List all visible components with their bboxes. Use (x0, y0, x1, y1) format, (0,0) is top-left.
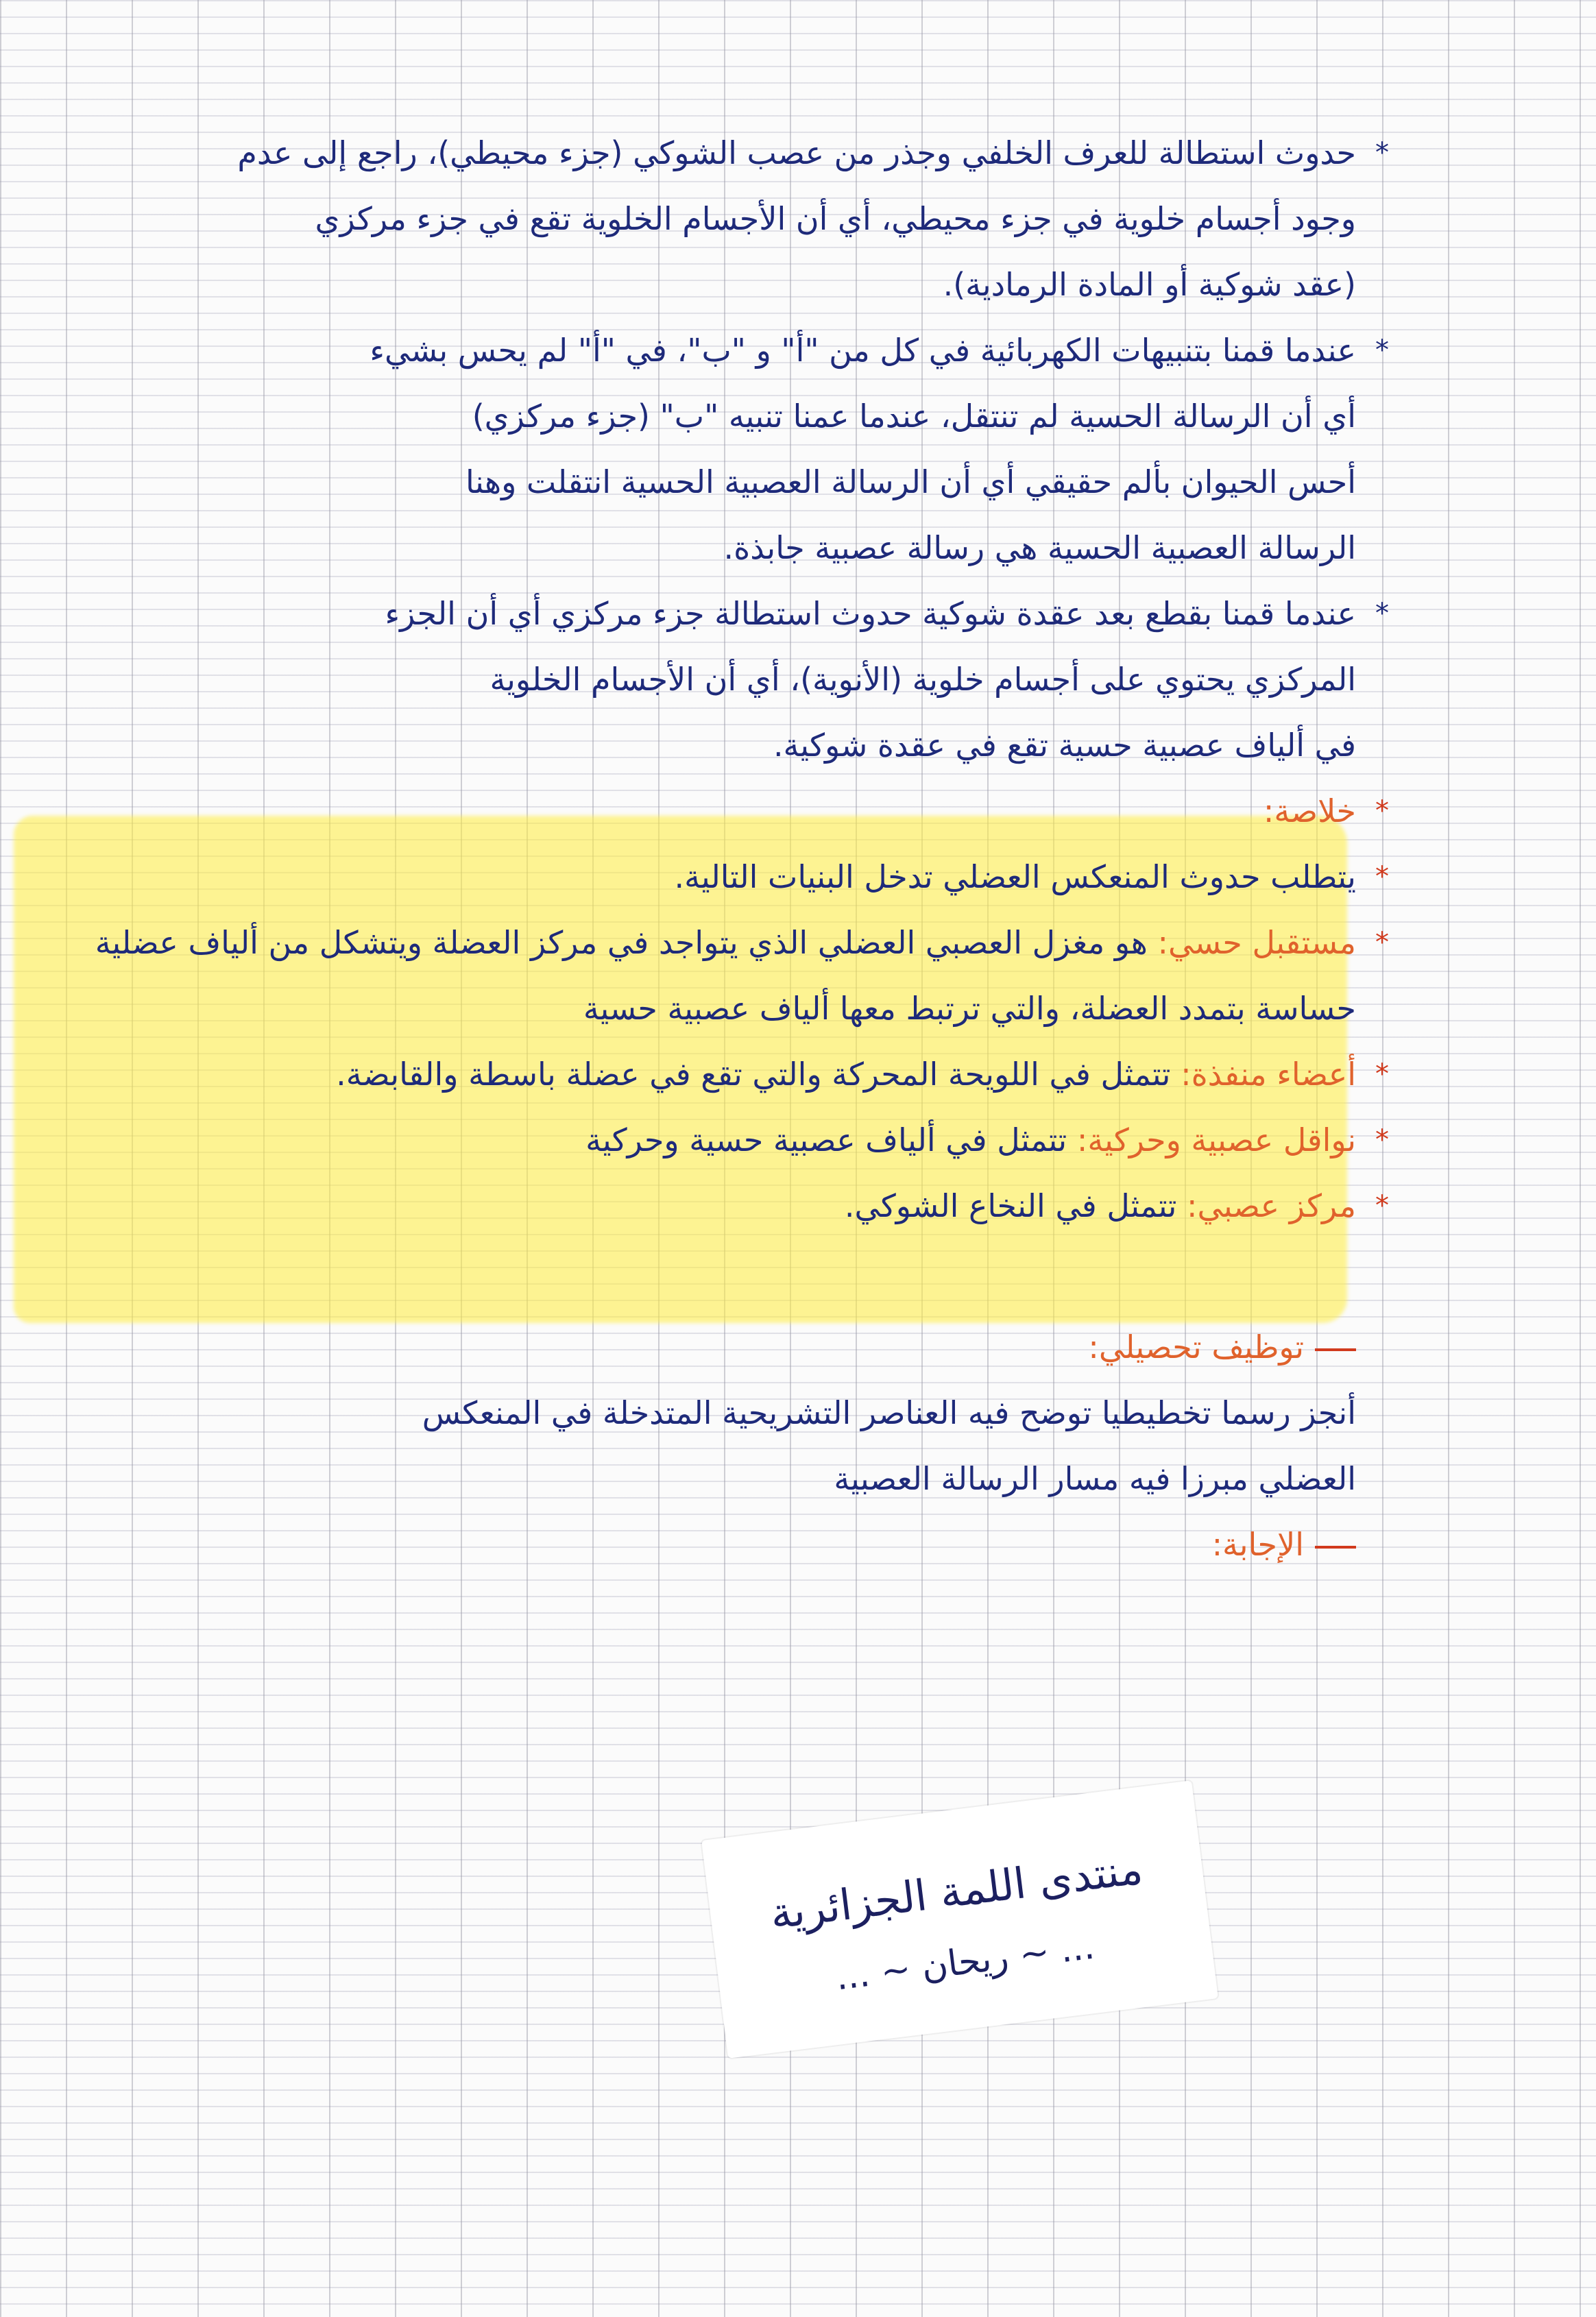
paragraph-2 (47, 317, 1389, 581)
bullet-star-icon: * (1375, 1124, 1389, 1156)
summary-text: تتمثل في النخاع الشوكي. (844, 1187, 1177, 1224)
note-line: الرسالة العصبية الحسية هي رسالة عصبية جابذة. (723, 529, 1356, 566)
note-line: (عقد شوكية أو المادة الرمادية). (943, 266, 1356, 303)
paragraph-1 (47, 120, 1389, 317)
summary-text: تتمثل في اللويحة المحركة والتي تقع في عضلة باسطة والقابضة. (336, 1056, 1171, 1093)
bullet-star-icon: * (1375, 137, 1389, 169)
answer-label-text: الإجابة: (1211, 1526, 1304, 1563)
summary-item (47, 1107, 1389, 1173)
task-heading-text: توظيف تحصيلي: (1088, 1329, 1304, 1366)
summary-term: أعضاء منفذة: (1181, 1056, 1356, 1093)
bullet-star-icon: * (1375, 927, 1389, 958)
handwritten-notes (47, 120, 1389, 1577)
summary-item (47, 910, 1389, 1041)
bullet-star-icon: * (1375, 1058, 1389, 1090)
note-line: المركزي يحتوي على أجسام خلوية (الأنوية)، أي أن الأجسام الخلوية (489, 661, 1356, 698)
task-heading (47, 1314, 1356, 1380)
stamp-line-2: ... ~ ريحان ~ ... (833, 1926, 1097, 1999)
dash-mark (1315, 1546, 1356, 1549)
note-line: عندما قمنا بتنبيهات الكهربائية في كل من "أ" و "ب"، في "أ" لم يحس بشيء (370, 332, 1356, 369)
paragraph-3 (47, 581, 1389, 778)
bullet-star-icon: * (1375, 795, 1389, 827)
summary-text: هو مغزل العصبي العضلي الذي يتواجد في مركز العضلة ويتشكل من ألياف عضلية حساسة بتمدد العضلة، والتي ترتبط معها ألياف عصبية حسية (95, 924, 1356, 1027)
task-line: أنجز رسما تخطيطيا توضح فيه العناصر التشريحية المتدخلة في المنعكس (422, 1394, 1356, 1431)
stamp-lettering (701, 1780, 1218, 2058)
note-line: حدوث استطالة للعرف الخلفي وجذر من عصب الشوكي (جزء محيطي)، راجع إلى عدم (237, 134, 1356, 171)
stamp-line-1: منتدى اللمة الجزائرية (767, 1843, 1146, 1939)
summary-term: مركز عصبي: (1187, 1187, 1356, 1224)
note-line: أي أن الرسالة الحسية لم تنتقل، عندما عمنا تنبيه "ب" (جزء مركزي) (472, 398, 1356, 435)
summary-item (47, 1041, 1389, 1107)
summary-section (47, 778, 1389, 1239)
bullet-star-icon: * (1375, 861, 1389, 893)
summary-item (47, 844, 1389, 910)
task-line: العضلي مبرزا فيه مسار الرسالة العصبية (834, 1460, 1356, 1497)
summary-term: مستقبل حسي: (1157, 924, 1356, 961)
bullet-star-icon: * (1375, 1190, 1389, 1222)
task-section (47, 1314, 1356, 1577)
note-line: في ألياف عصبية حسية تقع في عقدة شوكية. (773, 727, 1356, 764)
summary-text: يتطلب حدوث المنعكس العضلي تدخل البنيات التالية. (674, 858, 1356, 895)
spacer (47, 1239, 1356, 1314)
dash-mark (1315, 1348, 1356, 1351)
answer-label (47, 1512, 1356, 1577)
note-line: أحس الحيوان بألم حقيقي أي أن الرسالة العصبية الحسية انتقلت وهنا (465, 463, 1356, 500)
summary-term: نواقل عصبية وحركية: (1076, 1121, 1356, 1158)
summary-item (47, 1173, 1389, 1239)
summary-heading: خلاصة: (1263, 792, 1356, 829)
summary-text: تتمثل في ألياف عصبية حسية وحركية (585, 1121, 1067, 1158)
forum-watermark-stamp (701, 1780, 1218, 2058)
note-line: وجود أجسام خلوية في جزء محيطي، أي أن الأجسام الخلوية تقع في جزء مركزي (315, 200, 1356, 237)
bullet-star-icon: * (1375, 598, 1389, 629)
note-line: عندما قمنا بقطع بعد عقدة شوكية حدوث استطالة جزء مركزي أي أن الجزء (385, 595, 1356, 632)
bullet-star-icon: * (1375, 335, 1389, 366)
